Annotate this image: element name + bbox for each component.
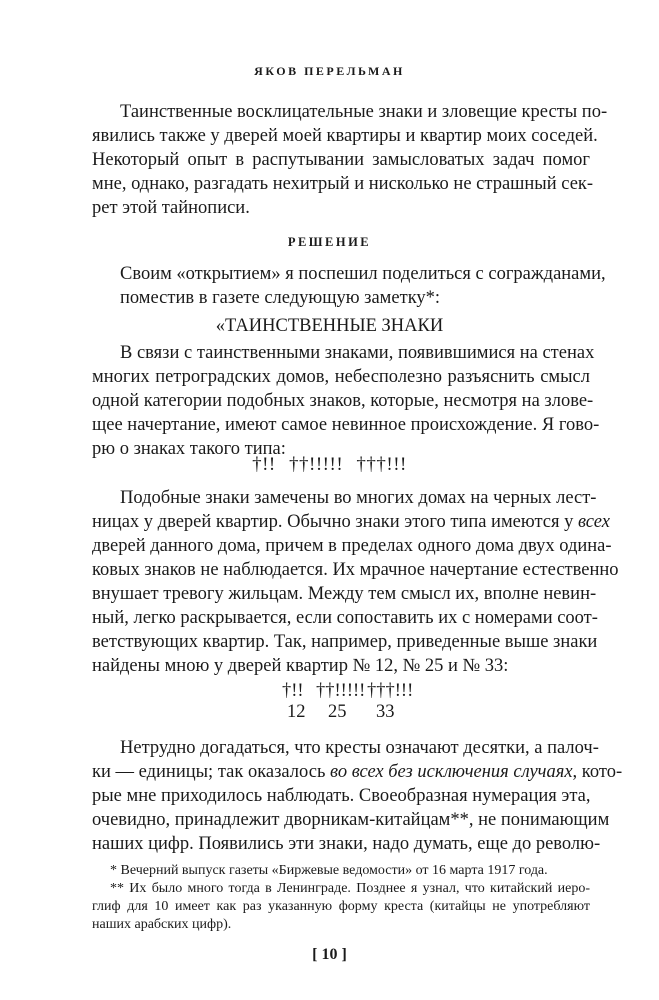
text-line: ки — единицы; так оказалось во всех без исключения случаях, кото- (92, 762, 623, 782)
section-heading: РЕШЕНИЕ (287, 235, 372, 249)
footnote: глиф для 10 имеет как раз указанную форму креста (китайцы не употребляют (92, 899, 590, 914)
text-line: поместив в газете следующую заметку*: (120, 288, 441, 308)
footnote: * Вечерний выпуск газеты «Биржевые ведомости» от 16 марта 1917 года. (110, 863, 548, 878)
footnote: ** Их было много тогда в Ленинграде. Позднее я узнал, что китайский иеро- (110, 881, 590, 896)
text-line: найдены мною у дверей квартир № 12, № 25 и № 33: (92, 656, 509, 676)
sign-group (282, 680, 304, 702)
text-line: рет этой тайнописи. (92, 198, 250, 218)
text-line: Нетрудно догадаться, что кресты означают десятки, а палоч- (120, 738, 599, 758)
text-line: Своим «открытием» я поспешил поделиться с согражданами, (120, 264, 606, 284)
text-line: щее начертание, имеют самое невинное происхождение. Я гово- (92, 415, 600, 435)
sign: †††!!! (367, 681, 414, 701)
apartment-number: 25 (328, 702, 347, 722)
running-header: ЯКОВ ПЕРЕЛЬМАН (254, 64, 405, 78)
sign-group (367, 680, 413, 702)
text-line: наших цифр. Появились эти знаки, надо думать, еще до револю- (92, 834, 601, 854)
text-line: рые мне приходилось наблюдать. Своеобразная нумерация эта, (92, 786, 591, 806)
text-line: внушает тревогу жильцам. Между тем смысл их, вполне невин- (92, 584, 597, 604)
text-line: ковых знаков не наблюдается. Их мрачное начертание естественно (92, 560, 619, 580)
sign: †!! (282, 681, 304, 701)
article-title: «ТАИНСТВЕННЫЕ ЗНАКИ (215, 316, 444, 336)
apartment-number: 33 (376, 702, 395, 722)
page-number: [ 10 ] (312, 946, 347, 963)
text-line: явились также у дверей моей квартиры и квартир моих соседей. (92, 126, 598, 146)
apartment-number: 12 (287, 702, 306, 722)
text-line: очевидно, принадлежит дворникам-китайцам**, не понимающим (92, 810, 610, 830)
sign-group (316, 680, 365, 702)
sign: ††!!!!! (316, 681, 366, 701)
cross-signs: †!! ††!!!!! †††!!! (252, 454, 407, 475)
text-line: Некоторый опыт в распутывании замысловатых задач помог (92, 150, 590, 170)
text-line: Таинственные восклицательные знаки и зловещие кресты по- (120, 102, 608, 122)
text-line: многих петроградских домов, небесполезно разъяснить смысл (92, 367, 590, 387)
text-line: мне, однако, разгадать нехитрый и нисколько не страшный сек- (92, 174, 594, 194)
text-line: Подобные знаки замечены во многих домах на черных лест- (120, 488, 597, 508)
text-line: В связи с таинственными знаками, появившимися на стенах (120, 343, 595, 363)
text-line: ный, легко раскрывается, если сопоставить их с номерами соот- (92, 608, 598, 628)
text-line: рю о знаках такого типа: (92, 439, 286, 459)
text-line: одной категории подобных знаков, которые, несмотря на злове- (92, 391, 594, 411)
text-line: дверей данного дома, причем в пределах одного дома двух одина- (92, 536, 612, 556)
text-line: ветствующих квартир. Так, например, приведенные выше знаки (92, 632, 598, 652)
footnote: наших арабских цифр). (92, 917, 232, 932)
text-line: ницах у дверей квартир. Обычно знаки этого типа имеются у всех (92, 512, 610, 532)
